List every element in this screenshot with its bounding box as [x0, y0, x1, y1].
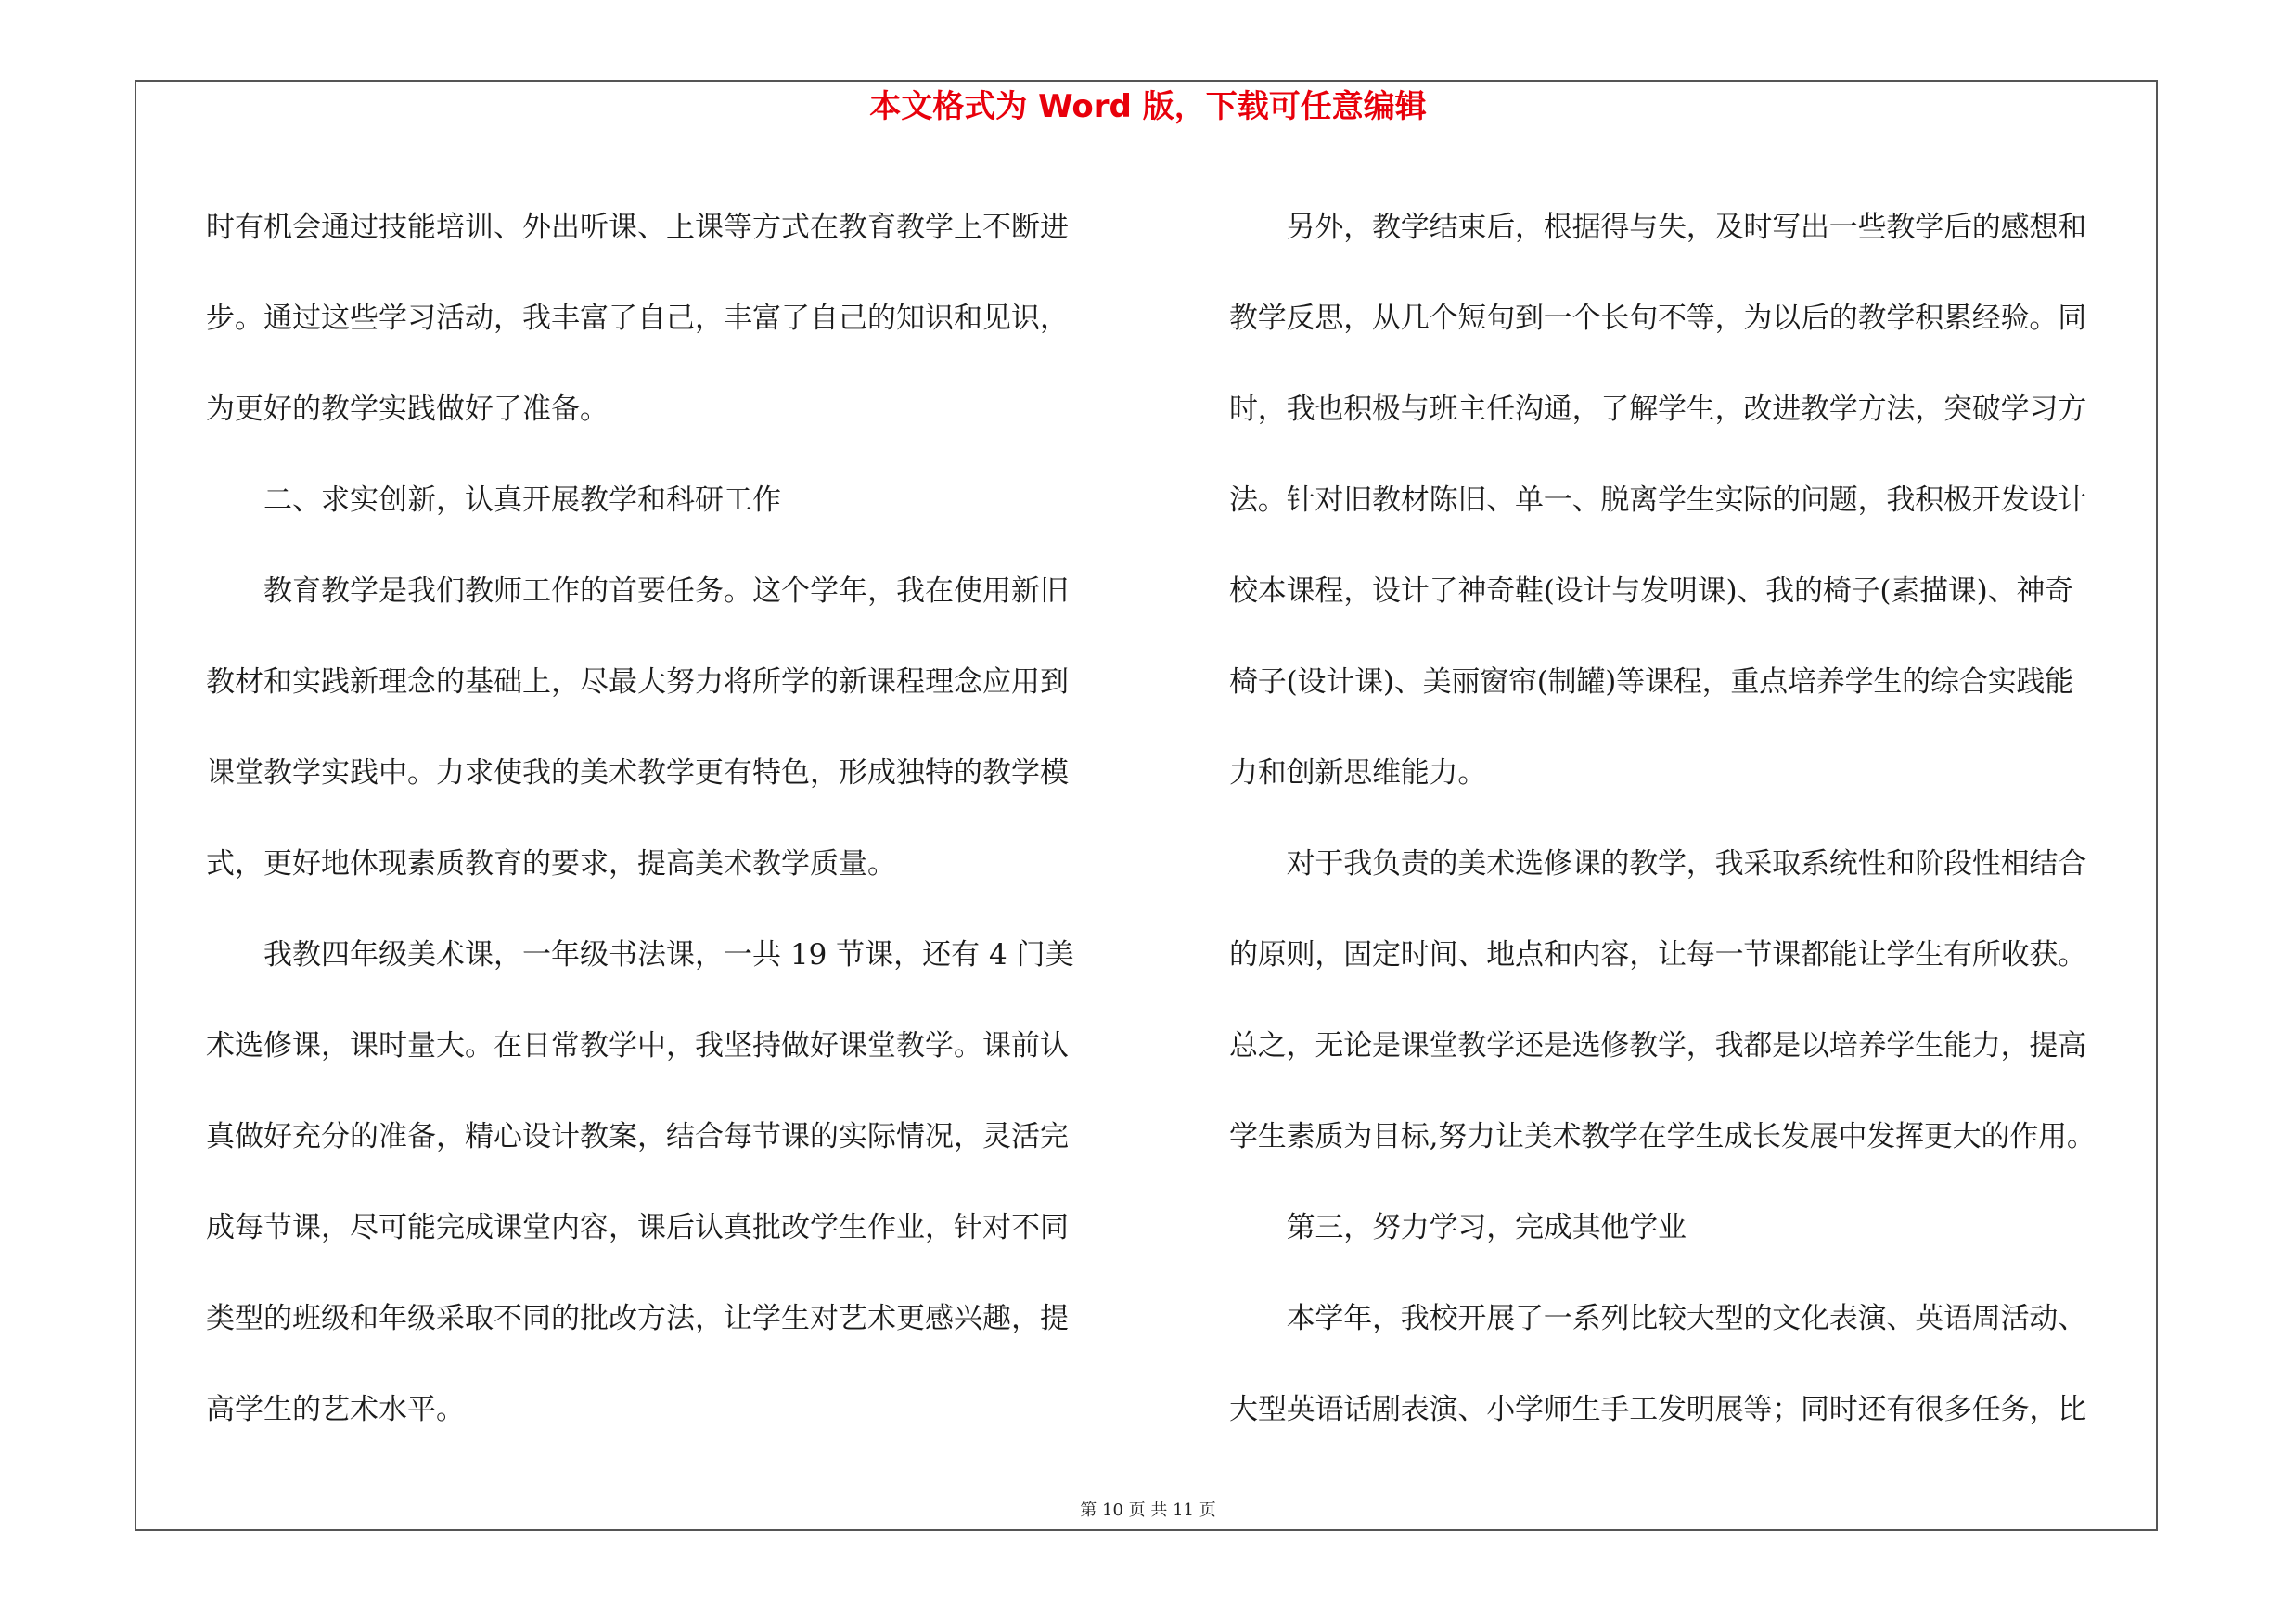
page-indicator: 第 10 页 共 11 页	[1080, 1501, 1216, 1520]
text-line: 校本课程，设计了神奇鞋(设计与发明课)、我的椅子(素描课)、神奇	[1229, 574, 2073, 608]
text-line: 时，我也积极与班主任沟通，了解学生，改进教学方法，突破学习方	[1229, 393, 2086, 426]
text-line: 力和创新思维能力。	[1229, 756, 1487, 790]
header-banner: 本文格式为 Word 版，下载可任意编辑	[869, 88, 1427, 125]
text-line: 课堂教学实践中。力求使我的美术教学更有特色，形成独特的教学模	[206, 756, 1069, 790]
text-line: 本学年，我校开展了一系列比较大型的文化表演、英语周活动、	[1229, 1302, 2086, 1335]
left-text-column	[206, 182, 1134, 1455]
section-heading: 二、求实创新，认真开展教学和科研工作	[206, 483, 781, 517]
text-line: 成每节课，尽可能完成课堂内容，课后认真批改学生作业，针对不同	[206, 1211, 1069, 1244]
text-line: 教学反思，从几个短句到一个长句不等，为以后的教学积累经验。同	[1229, 302, 2086, 335]
text-line: 步。通过这些学习活动，我丰富了自己，丰富了自己的知识和见识，	[206, 302, 1069, 335]
text-line: 时有机会通过技能培训、外出听课、上课等方式在教育教学上不断进	[206, 211, 1069, 244]
text-line: 式，更好地体现素质教育的要求，提高美术教学质量。	[206, 847, 896, 881]
text-line: 椅子(设计课)、美丽窗帘(制罐)等课程，重点培养学生的综合实践能	[1229, 665, 2073, 699]
text-line: 的原则，固定时间、地点和内容，让每一节课都能让学生有所收获。	[1229, 938, 2086, 972]
text-line: 类型的班级和年级采取不同的批改方法，让学生对艺术更感兴趣，提	[206, 1302, 1069, 1335]
text-line: 学生素质为目标,努力让美术教学在学生成长发展中发挥更大的作用。	[1229, 1120, 2096, 1153]
text-line: 高学生的艺术水平。	[206, 1393, 465, 1426]
text-line: 教育教学是我们教师工作的首要任务。这个学年，我在使用新旧	[206, 574, 1069, 608]
text-line: 对于我负责的美术选修课的教学，我采取系统性和阶段性相结合	[1229, 847, 2086, 881]
text-line: 术选修课，课时量大。在日常教学中，我坚持做好课堂教学。课前认	[206, 1029, 1069, 1063]
text-line: 我教四年级美术课，一年级书法课，一共 19 节课，还有 4 门美	[206, 938, 1074, 972]
text-line: 真做好充分的准备，精心设计教案，结合每节课的实际情况，灵活完	[206, 1120, 1069, 1153]
text-line: 总之，无论是课堂教学还是选修教学，我都是以培养学生能力，提高	[1229, 1029, 2086, 1063]
text-line: 法。针对旧教材陈旧、单一、脱离学生实际的问题，我积极开发设计	[1229, 483, 2086, 517]
text-line: 另外，教学结束后，根据得与失，及时写出一些教学后的感想和	[1229, 211, 2086, 244]
right-text-column	[1229, 182, 2166, 1455]
text-line: 大型英语话剧表演、小学师生手工发明展等；同时还有很多任务，比	[1229, 1393, 2086, 1426]
text-line: 为更好的教学实践做好了准备。	[206, 393, 609, 426]
section-heading: 第三，努力学习，完成其他学业	[1229, 1211, 1687, 1244]
text-line: 教材和实践新理念的基础上，尽最大努力将所学的新课程理念应用到	[206, 665, 1069, 699]
